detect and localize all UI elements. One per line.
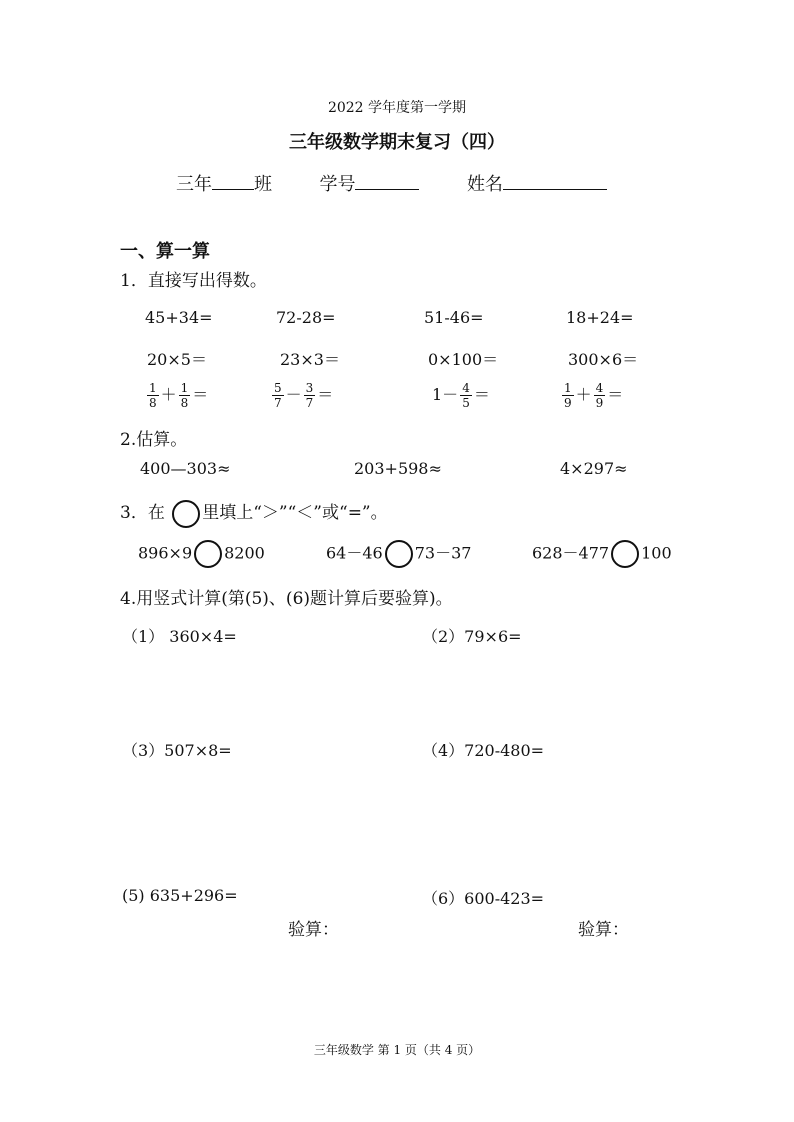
- compare-circle[interactable]: [194, 540, 222, 568]
- question-4-label: 4.用竖式计算(第(5)、(6)题计算后要验算)。: [120, 589, 453, 609]
- q1-fraction-item: $\frac{5}{7}$ － $\frac{3}{7}$ ＝: [274, 381, 334, 410]
- q3-item: 628－477 100: [532, 540, 672, 568]
- class-blank[interactable]: [212, 171, 254, 190]
- q1-fraction-item: 1－ $\frac{4}{5}$ ＝: [432, 381, 490, 410]
- q1-fraction-item: $\frac{1}{8}$ ＋ $\frac{1}{8}$ ＝: [149, 381, 209, 410]
- check-label: 验算：: [578, 920, 629, 940]
- q1-item: 20×5＝: [147, 350, 207, 369]
- q2-item: 4×297≈: [560, 459, 628, 478]
- question-3-label: 3．在 里填上“＞”“＜”或“=”。: [120, 498, 388, 528]
- name-blank[interactable]: [503, 171, 607, 190]
- q1-item: 45+34=: [145, 308, 213, 327]
- name-label: 姓名: [466, 174, 503, 195]
- q2-item: 400—303≈: [140, 459, 231, 478]
- compare-circle[interactable]: [611, 540, 639, 568]
- q1-item: 72-28=: [276, 308, 336, 327]
- q4-item: （1） 360×4=: [122, 627, 237, 646]
- fraction: $\frac{4}{5}$: [462, 381, 470, 410]
- q1-item: 23×3＝: [280, 350, 340, 369]
- fraction: $\frac{1}{9}$: [564, 381, 572, 410]
- term-heading: 2022 学年度第一学期: [327, 100, 467, 116]
- q1-fraction-item: $\frac{1}{9}$ ＋ $\frac{4}{9}$ ＝: [564, 381, 624, 410]
- q4-item: （3）507×8=: [122, 741, 232, 760]
- q1-item: 0×100＝: [428, 350, 499, 369]
- q4-item: （4）720-480=: [422, 741, 545, 760]
- fraction: $\frac{1}{8}$: [149, 381, 157, 410]
- fraction: $\frac{3}{7}$: [305, 381, 314, 410]
- student-info-line: [176, 170, 607, 196]
- circle-icon: [172, 500, 200, 528]
- fraction: $\frac{5}{7}$: [274, 381, 282, 410]
- q4-item: （6）600-423=: [422, 889, 545, 908]
- q1-item: 51-46=: [424, 308, 484, 327]
- q1-item: 300×6＝: [568, 350, 639, 369]
- fraction: $\frac{1}{8}$: [180, 381, 189, 410]
- class-label: 班: [254, 174, 272, 195]
- q2-item: 203+598≈: [354, 459, 442, 478]
- check-label: 验算：: [288, 920, 339, 940]
- q4-item: (5) 635+296=: [122, 886, 238, 905]
- grade-label: 三年: [176, 174, 212, 195]
- compare-circle[interactable]: [385, 540, 413, 568]
- question-1-label: 1．直接写出得数。: [120, 271, 267, 291]
- section-title: 一、算一算: [120, 241, 210, 262]
- page-footer: 三年级数学 第 1 页（共 4 页）: [313, 1043, 481, 1057]
- number-label: 学号: [319, 174, 356, 195]
- q3-item: 64－46 73－37: [326, 540, 471, 568]
- page-title: 三年级数学期末复习（四）: [289, 132, 505, 153]
- q3-item: 896×9 8200: [138, 540, 265, 568]
- q4-item: （2）79×6=: [422, 627, 522, 646]
- number-blank[interactable]: [355, 171, 419, 190]
- question-2-label: 2.估算。: [120, 430, 188, 450]
- fraction: $\frac{4}{9}$: [595, 381, 604, 410]
- q1-item: 18+24=: [566, 308, 634, 327]
